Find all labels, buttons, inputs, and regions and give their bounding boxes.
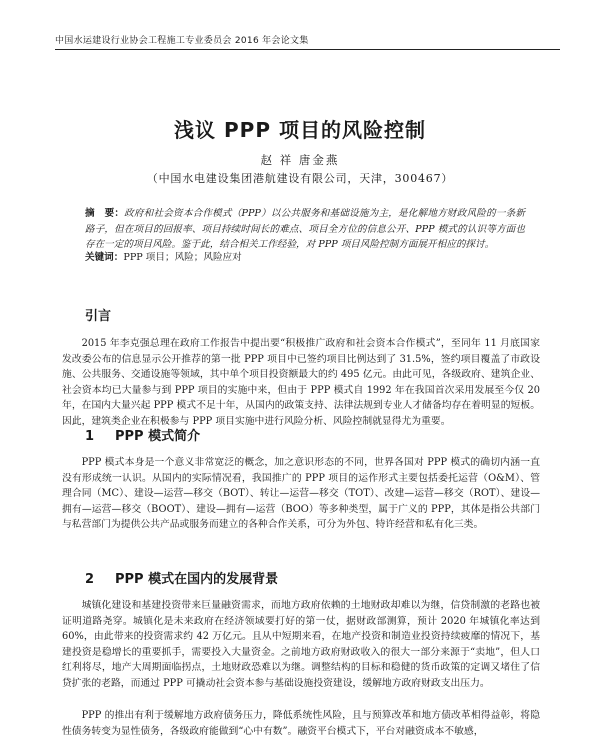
keywords-text: PPP 项目；风险；风险应对 <box>123 252 242 263</box>
section-heading-2 <box>85 568 278 587</box>
section-title: PPP 模式在国内的发展背景 <box>115 572 279 587</box>
section-2-paragraph-1: 城镇化建设和基建投资带来巨量融资需求，而地方政府依赖的土地财政却难以为继，信贷制激的老路也被证明道路尧穿。城镇化是未来政府在经济领域要打好的第一仗，据财政部测算，预计 2020 年城镇化率达到 60%，由此带来的投资需求约 42 万亿元。且从中短期来看，在地产投资和制造业投资持续疲靡的情况下，基建投资是稳增长的重要抓手，需要投入大量资金。之前地方政府财政收入的很大一部分来源于“卖地”，但人口红利将尽，地产大周期面临拐点，土地财政恐难以为继。调整结构的目标和稳健的货币政策的定调又堵住了信贷扩张的老路，而通过 PPP 可撬动社会资本参与基础设施投资建设，缓解地方政府财政支出压力。 <box>62 600 540 689</box>
section-title: 引言 <box>85 309 112 324</box>
keywords <box>85 251 525 265</box>
abstract-label: 摘 要： <box>85 208 125 219</box>
abstract-text: 政府和社会资本合作模式（PPP）以公共服务和基础设施为主，是化解地方财政风险的一条新路子，但在项目的回报率、项目持续时间长的难点、项目全方位的信息公开、PPP 模式的认识等方面也存在一定的项目风险。鉴于此，结合相关工作经验，对 PPP 项目风险控制方面展开相应的探讨。 <box>85 208 526 250</box>
keywords-label: 关键词： <box>85 252 124 263</box>
section-number: 1 <box>85 429 95 444</box>
section-heading-1 <box>85 425 200 444</box>
section-1-paragraph: PPP 模式本身是一个意义非常宽泛的概念，加之意识形态的不同，世界各国对 PPP 模式的确切内涵一直没有形成统一认识。从国内的实际情况看，我国推广的 PPP 项目的运作形式主要包括委托运营（O&M）、管理合同（MC）、建设—运营—移交（BOT）、转让—运营—移交（TOT）、改建—运营—移交（ROT）、建设—拥有—运营—移交（BOOT）、建设—拥有—运营（BOO）等多种类型，属于广义的 PPP，其体是指公共部门与私营部门为提供公共产品或服务而建立的各种合作关系，可分为外包、特许经营和私有化三类。 <box>62 457 540 531</box>
header-rule <box>55 49 560 50</box>
section-title: PPP 模式简介 <box>115 429 201 444</box>
abstract <box>85 206 525 253</box>
running-header: 中国水运建设行业协会工程施工专业委员会 2016 年会论文集 <box>55 36 309 46</box>
paper-authors: 赵 祥 唐金燕 <box>260 153 340 167</box>
section-heading-intro <box>85 305 111 324</box>
section-number: 2 <box>85 572 95 587</box>
paper-title: 浅议 PPP 项目的风险控制 <box>174 118 426 142</box>
intro-paragraph: 2015 年李克强总理在政府工作报告中提出要“积极推广政府和社会资本合作模式”，至同年 11 月底国家发改委公布的信息显示公开推荐的第一批 PPP 项目中已签约项目比例达到了 31.5%，签约项目覆盖了市政设施、公共服务、交通设施等领域，其中单个项目投资额最大的约 495 亿元。由此可见，各级政府、建筑企业、社会资本均已大量参与到 PPP 项目的实施中来，但由于 PPP 模式自 1992 年在我国首次采用发展至今仅 20 年，在国内大量兴起 PPP 模式不足十年，从国内的政策支持、法律法规到专业人才储备均存在着明显的短板。因此，建筑类企业在积极参与 PPP 项目实施中进行风险分析、风险控制就显得尤为重要。 <box>62 338 540 427</box>
paper-affiliation: （中国水电建设集团港航建设有限公司，天津，300467） <box>146 172 454 185</box>
section-2-paragraph-2: PPP 的推出有利于缓解地方政府债务压力，降低系统性风险，且与预算改革和地方债改革相得益彰，将隐性债务转变为显性债务，各级政府能做到“心中有数”。融资平台模式下，平台对融资成本不敏感， <box>62 710 540 737</box>
